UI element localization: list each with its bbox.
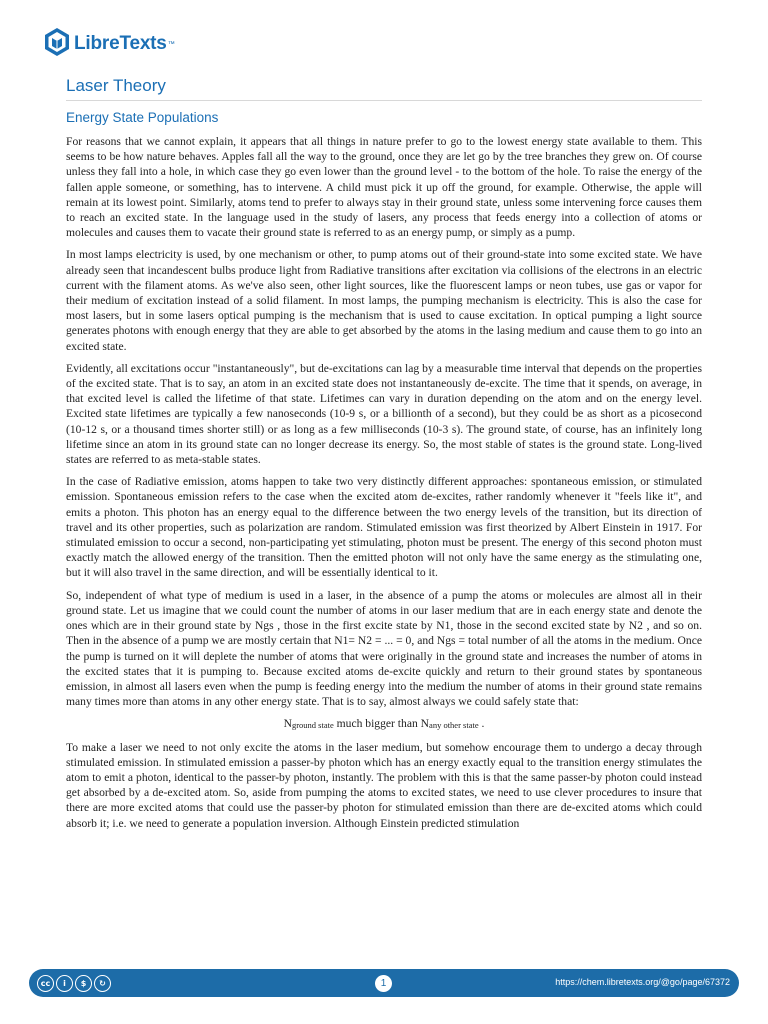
paragraph-5: So, independent of what type of medium is used in a laser, in the absence of a pump the atoms or molecules are almost all in their ground state. Let us imagine that we could count the number of atoms in our laser medium that are in each energy state and denote the ones which are in their ground state by Ngs , those in the first excite state by N1, those in the second excited state by N2 , and so on. Then in the absence of a pump we are mostly certain that N1= N2 = ... = 0, and Ngs = total number of all the atoms in the medium. Once the pump is turned on it will deplete the number of atoms that were originally in the ground state and increases the number of atoms in the excited states that it is pumping to. Because excited atoms de-excite quickly and return to their ground states by spontaneous emission, in almost all lasers even when the pump is feeding energy into the medium the number of atoms in their ground state remains many times more than atoms in any other energy state. That is to say, almost always we could safely state that:: [66, 588, 702, 709]
section-title: Energy State Populations: [66, 110, 219, 125]
by-icon: i: [56, 975, 73, 992]
page-url-link[interactable]: https://chem.libretexts.org/@go/page/67372: [555, 977, 730, 987]
eq-left-symbol: N: [283, 717, 292, 731]
paragraph-3: Evidently, all excitations occur "instantaneously", but de-excitations can lag by a measurable time interval that depends on the properties of the excited state. That is to say, an atom in an excited state does not instantaneously de-excite. The time that it spends, on average, in that excited level is called the lifetime of that state. Lifetimes can vary in duration depending on the atom and on the energy level. Excited state lifetimes are typically a few nanoseconds (10-9 s, or a billionth of a second), but they could be as short as a picosecond (10-12 s, or a thousand times shorter still) or as long as a few milliseconds (10-3 s). The ground state, of course, has an infinitely long lifetime since an atom in its ground state can no longer decrease its energy. So, the most stable of states is the ground state. Long-lived states are referred to as meta-stable states.: [66, 361, 702, 467]
nc-icon: $: [75, 975, 92, 992]
eq-right-subscript: any other state: [429, 720, 479, 731]
logo-trademark: ™: [167, 40, 175, 48]
eq-middle-text: much bigger than N: [333, 717, 430, 731]
site-header: [44, 26, 175, 62]
paragraph-1: For reasons that we cannot explain, it appears that all things in nature prefer to go to the lowest energy state available to them. This seems to be how nature behaves. Apples fall all the way to the ground, once they are let go by the tree branches they grew on. Of course unless they fall into a hole, in which case they go even lower than the ground level - to the bottom of the hole. To raise the energy of the fallen apple someone, or something, has to intervene. A child must pick it up off the ground, for example. Otherwise, the apple will remain at its lowest point. Similarly, atoms tend to prefer to always stay in their ground state, unless some intervening force causes them to reach an excited state. In the language used in the study of lasers, any process that feeds energy into a collection of atoms or molecules and causes them to vacate their ground state is referred to as an energy pump, or simply as a pump.: [66, 135, 702, 240]
article-body: [66, 134, 702, 838]
eq-left-subscript: ground state: [291, 720, 334, 731]
paragraph-6: To make a laser we need to not only excite the atoms in the laser medium, but somehow encourage them to undergo a decay through stimulated emission. In stimulated emission a passer-by photon which has an energy exactly equal to the transition energy stimulates the atom to emit a photon, identical to the passer-by photon, instantly. The problem with this is that the same passer-by photon could instead get absorbed by a de-excited atom. So, aside from pumping the atoms to excited states, we need to use clever procedures to insure that there are more excited atoms that could use the passer-by photon for stimulated emission than there are de-excited atoms which could absorb it; i.e. we need to generate a population inversion. Although Einstein predicted stimulation: [66, 740, 702, 830]
paragraph-2: In most lamps electricity is used, by one mechanism or other, to pump atoms out of their ground-state into some excited state. We have already seen that incandescent bulbs produce light from Radiative transitions after excitation via collisions of the electrons in an electric current with the filament atoms. As we've also seen, other light sources, like the fluorescent lamps or neon tubes, use gas or vapor for their medium of excitation instead of a solid filament. In most lamps, the pumping mechanism is electricity. This is also the case for most lasers, but in some lasers optical pumping is the mechanism that is used to cause excitation. In optical pumping a light source generates photons with enough energy that they are able to get absorbed by the atoms in the lasing medium and cause them to go into an excited state.: [66, 248, 702, 353]
sa-icon: ↻: [94, 975, 111, 992]
page-title: Laser Theory: [66, 76, 702, 101]
license-badge[interactable]: [37, 974, 113, 992]
paragraph-4: In the case of Radiative emission, atoms happen to take two very distinctly different approaches: spontaneous emission, or stimulated emission. Spontaneous emission refers to the case when the excited atom de-excites, rather randomly whenever it "feels like it", and emits a photon. This photon has an energy equal to the difference between the two energy levels of the transition, but its direction of travel and its other properties, such as polarization are random. Stimulated emission was first theorized by Albert Einstein in 1917. For stimulated emission to occur a second, non-participating yet stimulating, photon must be present. The energy of this second photon must exactly match the allowed energy of the transition. Then the emitted photon will not only have the same energy as the stimulating one, but it will also travel in the same direction, and will be essentially identical to it.: [66, 475, 702, 580]
logo-wordmark[interactable]: LibreTexts: [74, 33, 167, 54]
page-number: 1: [375, 975, 392, 992]
eq-end: .: [478, 717, 485, 731]
libretexts-logo-icon[interactable]: [44, 27, 70, 62]
cc-icon: cc: [37, 975, 54, 992]
page-footer: [29, 969, 739, 997]
population-inequality: [66, 716, 702, 733]
